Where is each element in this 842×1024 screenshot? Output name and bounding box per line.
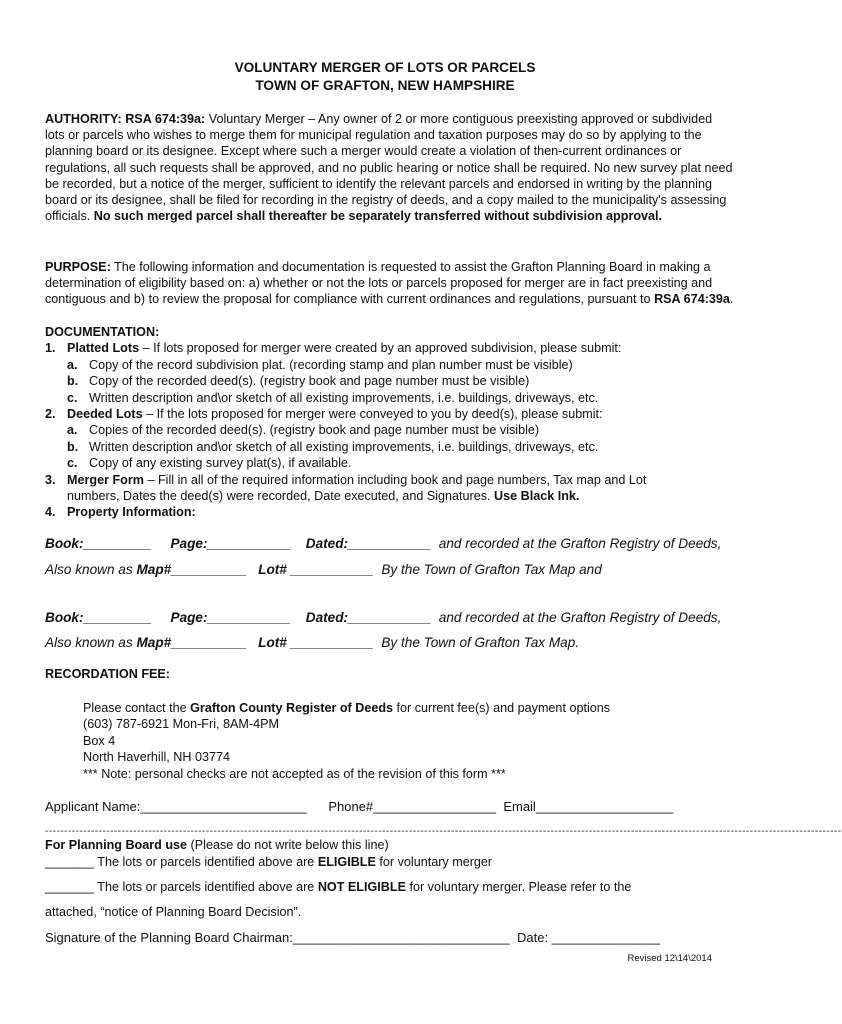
applicant-row [45, 799, 673, 814]
checks-note: *** Note: personal checks are not accepted as of the revision of this form *** [83, 766, 506, 781]
page-field[interactable]: Page:___________ [170, 610, 291, 625]
item-text: numbers, Dates the deed(s) were recorded, Date executed, and Signatures. [67, 488, 495, 503]
list-subitem [45, 439, 735, 455]
contact-text: for current fee(s) and payment options [393, 701, 611, 715]
eligible-text: ELIGIBLE [317, 855, 376, 869]
purpose-label: PURPOSE: [45, 260, 111, 274]
register-city: North Haverhill, NH 03774 [83, 750, 230, 765]
lot-label: Lot# [258, 562, 287, 577]
chairman-signature-field[interactable]: Signature of the Planning Board Chairman:______________________________ [45, 930, 510, 945]
subitem-text: Copy of the recorded deed(s). (registry book and page number must be visible) [89, 374, 530, 389]
list-subitem [45, 422, 735, 438]
recorded-text: and recorded at the Grafton Registry of Deeds, [438, 610, 722, 625]
authority-paragraph [45, 111, 735, 224]
list-subitem [45, 455, 735, 471]
purpose-period: . [729, 292, 734, 307]
page-field[interactable]: Page:___________ [170, 536, 291, 551]
list-item [45, 406, 735, 422]
register-name: Grafton County Register of Deeds [190, 701, 394, 715]
item-number: 2. [45, 406, 56, 421]
subitem-letter: b. [67, 374, 79, 389]
item-text: – Fill in all of the required information including book and page numbers, Tax map and Lot [143, 472, 647, 487]
documentation-heading: DOCUMENTATION: [45, 325, 160, 339]
item-label: Platted Lots [67, 341, 140, 356]
purpose-rsa: RSA 674:39a [654, 292, 730, 307]
board-heading [45, 838, 389, 852]
item-label: Property Information: [67, 505, 196, 520]
not-eligible-post-text: for voluntary merger. Please refer to the [405, 880, 632, 894]
item-label: Merger Form [67, 472, 144, 487]
documentation-list [45, 324, 735, 521]
item-number: 1. [45, 341, 56, 356]
not-eligible-text: NOT ELIGIBLE [317, 880, 406, 894]
recorded-text: and recorded at the Grafton Registry of Deeds, [438, 536, 722, 551]
subitem-letter: a. [67, 423, 78, 438]
document-subtitle: TOWN OF GRAFTON, NEW HAMPSHIRE [255, 78, 515, 93]
subitem-text: Written description and\or sketch of all existing improvements, i.e. buildings, driveways, etc. [89, 439, 599, 454]
phone-field[interactable]: Phone#_________________ [328, 799, 497, 814]
property-row-1 [45, 536, 721, 551]
divider: ---------------------------------------------------------------------------------------------------------------------------------------------------------------------------------------------------------------- [45, 826, 842, 837]
lot-label: Lot# [258, 635, 287, 650]
recordation-fee-heading: RECORDATION FEE: [45, 667, 171, 681]
document-title: VOLUNTARY MERGER OF LOTS OR PARCELS [234, 60, 536, 75]
dated-field[interactable]: Dated:___________ [305, 610, 432, 625]
dated-field[interactable]: Dated:___________ [305, 536, 432, 551]
register-contact [83, 700, 610, 782]
purpose-paragraph [45, 259, 735, 308]
list-item [45, 472, 735, 488]
list-item [45, 504, 735, 520]
property-row-2 [45, 562, 602, 577]
not-eligible-check-field[interactable]: _______ The lots or parcels identified above are [45, 880, 318, 894]
subitem-letter: a. [67, 357, 78, 372]
subitem-text: Written description and\or sketch of all existing improvements, i.e. buildings, driveways, etc. [89, 390, 599, 405]
map-field[interactable]: Map#__________ [136, 562, 247, 577]
list-subitem [45, 373, 735, 389]
item-text: – If the lots proposed for merger were conveyed to you by deed(s), please submit: [142, 406, 603, 421]
attached-notice-text: attached, “notice of Planning Board Decision”. [45, 905, 302, 919]
not-eligible-line [45, 880, 631, 894]
authority-label: AUTHORITY: RSA 674:39a: [45, 112, 206, 126]
item-number: 4. [45, 505, 56, 520]
revision-date: Revised 12\14\2014 [627, 953, 712, 964]
tax-map-text: By the Town of Grafton Tax Map and [381, 562, 602, 577]
list-item-continuation [45, 488, 735, 504]
signature-date-field[interactable]: Date: _______________ [517, 930, 661, 945]
item-text: – If lots proposed for merger were created by an approved subdivision, please submit: [139, 341, 622, 356]
subitem-letter: c. [67, 456, 78, 471]
aka-text: Also known as [45, 635, 137, 650]
subitem-letter: c. [67, 390, 78, 405]
board-heading-label: For Planning Board use [45, 838, 188, 852]
property-row-4 [45, 635, 579, 650]
subitem-text: Copy of the record subdivision plat. (recording stamp and plan number must be visible) [89, 357, 573, 372]
item-number: 3. [45, 472, 56, 487]
book-field[interactable]: Book:_________ [45, 610, 152, 625]
list-subitem [45, 390, 735, 406]
subitem-text: Copy of any existing survey plat(s), if available. [89, 456, 352, 471]
register-box: Box 4 [83, 733, 116, 748]
authority-bold-end: No such merged parcel shall thereafter be separately transferred without subdivision approval. [93, 209, 663, 224]
subitem-text: Copies of the recorded deed(s). (registry book and page number must be visible) [89, 423, 540, 438]
map-field[interactable]: Map#__________ [136, 635, 247, 650]
property-row-3 [45, 610, 721, 625]
lot-field[interactable]: ___________ [286, 635, 374, 650]
black-ink-note: Use Black Ink. [494, 488, 580, 503]
email-field[interactable]: Email___________________ [503, 799, 674, 814]
subitem-letter: b. [67, 439, 79, 454]
lot-field[interactable]: ___________ [286, 562, 374, 577]
aka-text: Also known as [45, 562, 137, 577]
list-item [45, 340, 735, 356]
eligible-line [45, 855, 492, 869]
authority-body: Voluntary Merger – Any owner of 2 or more contiguous preexisting approved or subdivided lots or parcels who wishes to merge them for municipal regulation and taxation purposes may do so by applying to the planning board or its designee. Except where such a merger would create a violation of then-current ordinances or regulations, all such requests shall be approved, and no public hearing or notice shall be required. No new survey plat need be recorded, but a notice of the merger, sufficient to identify the relevant parcels and endorsed in writing by the planning board or its designee, shall be filed for recording in the registry of deeds, and a copy mailed to the municipality's assessing officials. [45, 112, 733, 224]
tax-map-text: By the Town of Grafton Tax Map. [381, 635, 580, 650]
signature-row [45, 930, 660, 945]
applicant-name-field[interactable]: Applicant Name:_______________________ [45, 799, 307, 814]
list-subitem [45, 357, 735, 373]
register-phone: (603) 787-6921 Mon-Fri, 8AM-4PM [83, 717, 279, 732]
board-heading-note: (Please do not write below this line) [187, 838, 389, 852]
contact-text: Please contact the [83, 701, 191, 715]
eligible-check-field[interactable]: _______ The lots or parcels identified above are [45, 855, 318, 869]
eligible-post-text: for voluntary merger [375, 855, 493, 869]
item-label: Deeded Lots [67, 406, 143, 421]
purpose-body: The following information and documentation is requested to assist the Grafton Planning Board in making a determination of eligibility based on: a) whether or not the lots or parcels proposed for merger are in fact preexisting and contiguous and b) to review the proposal for compliance with current ordinances and regulations, pursuant to [45, 260, 713, 307]
book-field[interactable]: Book:_________ [45, 536, 152, 551]
